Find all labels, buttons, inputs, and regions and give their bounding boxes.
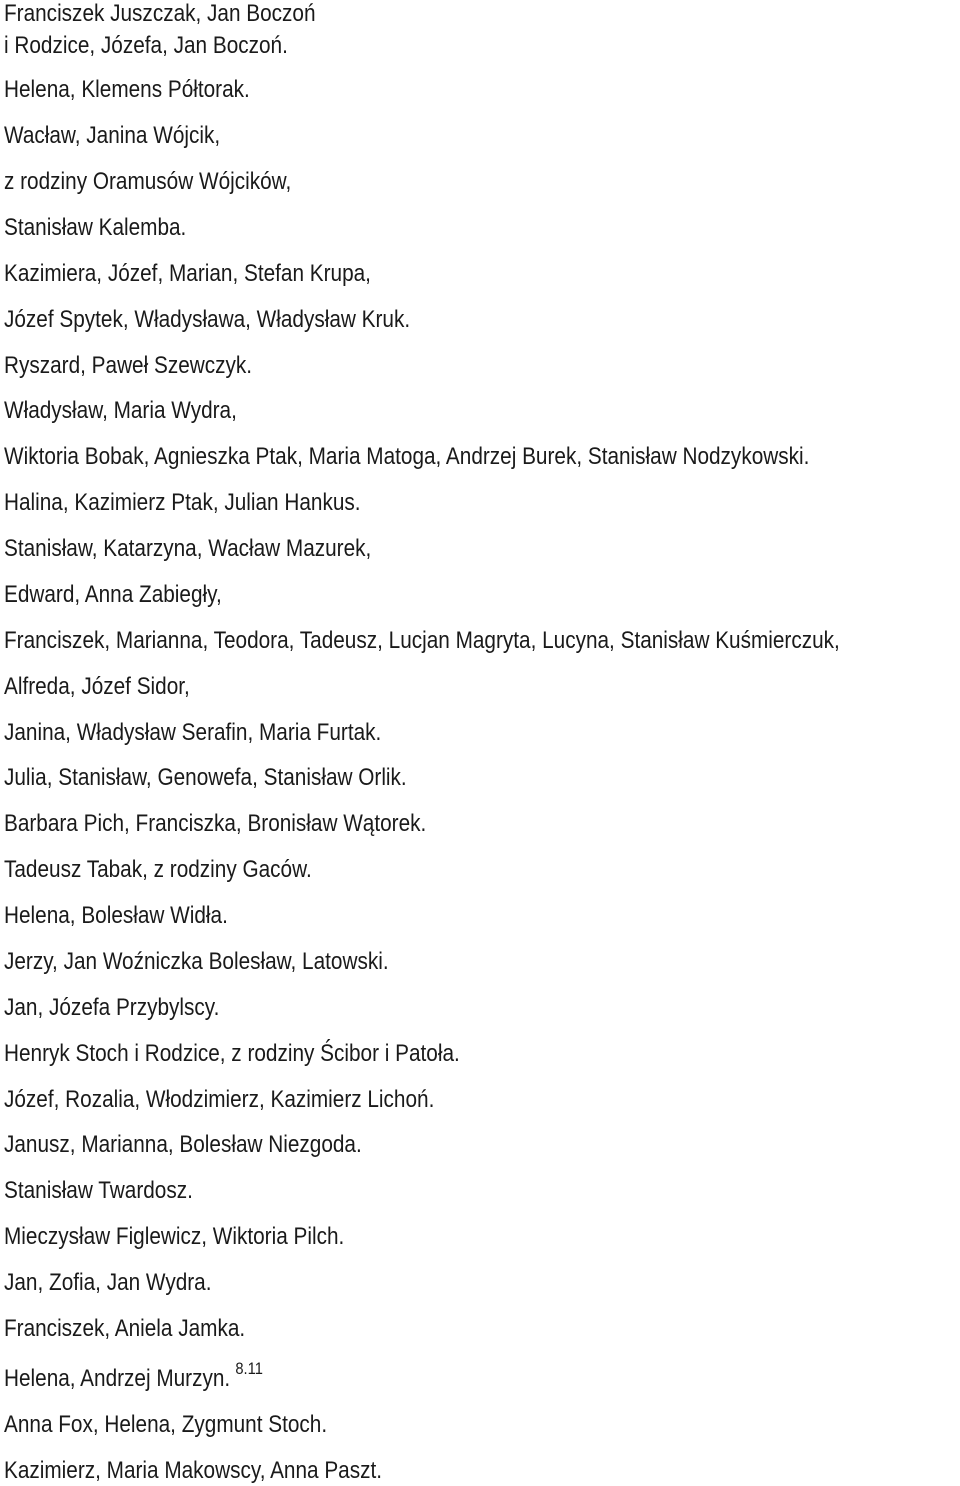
text-line: Wiktoria Bobak, Agnieszka Ptak, Maria Matoga, Andrzej Burek, Stanisław Nodzykowski. [4, 443, 810, 470]
text-line: Stanisław Twardosz. [4, 1177, 193, 1204]
text-line: Halina, Kazimierz Ptak, Julian Hankus. [4, 489, 361, 516]
text-line: Franciszek Juszczak, Jan Boczoń [4, 0, 316, 27]
text-line: Wacław, Janina Wójcik, [4, 122, 221, 149]
text-line-with-marker [4, 1359, 263, 1395]
text-line: Władysław, Maria Wydra, [4, 397, 237, 424]
text-line: Janina, Władysław Serafin, Maria Furtak. [4, 719, 382, 746]
text-line: Julia, Stanisław, Genowefa, Stanisław Orlik. [4, 764, 407, 791]
text-line: Anna Fox, Helena, Zygmunt Stoch. [4, 1411, 328, 1438]
text-line: Barbara Pich, Franciszka, Bronisław Wątorek. [4, 810, 427, 837]
text-line: Janusz, Marianna, Bolesław Niezgoda. [4, 1131, 362, 1158]
text-line: Edward, Anna Zabiegły, [4, 581, 222, 608]
text-line: i Rodzice, Józefa, Jan Boczoń. [4, 32, 288, 59]
text-line: Franciszek, Aniela Jamka. [4, 1315, 246, 1342]
text-line: Helena, Bolesław Widła. [4, 902, 228, 929]
text-line: Henryk Stoch i Rodzice, z rodziny Ścibor i Patoła. [4, 1040, 460, 1067]
text-line: Jan, Józefa Przybylscy. [4, 994, 220, 1021]
text-line: Józef Spytek, Władysława, Władysław Kruk. [4, 306, 411, 333]
text-line: Franciszek, Marianna, Teodora, Tadeusz, Lucjan Magryta, Lucyna, Stanisław Kuśmierczuk, [4, 627, 840, 654]
text-line: Kazimiera, Józef, Marian, Stefan Krupa, [4, 260, 371, 287]
text-line: Tadeusz Tabak, z rodziny Gaców. [4, 856, 312, 883]
text-line: Stanisław Kalemba. [4, 214, 187, 241]
text-line: Stanisław, Katarzyna, Wacław Mazurek, [4, 535, 372, 562]
text-line: z rodziny Oramusów Wójcików, [4, 168, 292, 195]
text-line: Józef, Rozalia, Włodzimierz, Kazimierz Lichoń. [4, 1086, 435, 1113]
text-line: Helena, Andrzej Murzyn. [4, 1365, 231, 1392]
text-line: Ryszard, Paweł Szewczyk. [4, 352, 253, 379]
text-line: Helena, Klemens Półtorak. [4, 76, 250, 103]
text-line: Kazimierz, Maria Makowscy, Anna Paszt. [4, 1457, 383, 1484]
text-line: Alfreda, Józef Sidor, [4, 673, 190, 700]
text-line: Mieczysław Figlewicz, Wiktoria Pilch. [4, 1223, 345, 1250]
text-line: Jan, Zofia, Jan Wydra. [4, 1269, 212, 1296]
page-marker: 8.11 [235, 1359, 263, 1378]
text-line: Jerzy, Jan Woźniczka Bolesław, Latowski. [4, 948, 389, 975]
